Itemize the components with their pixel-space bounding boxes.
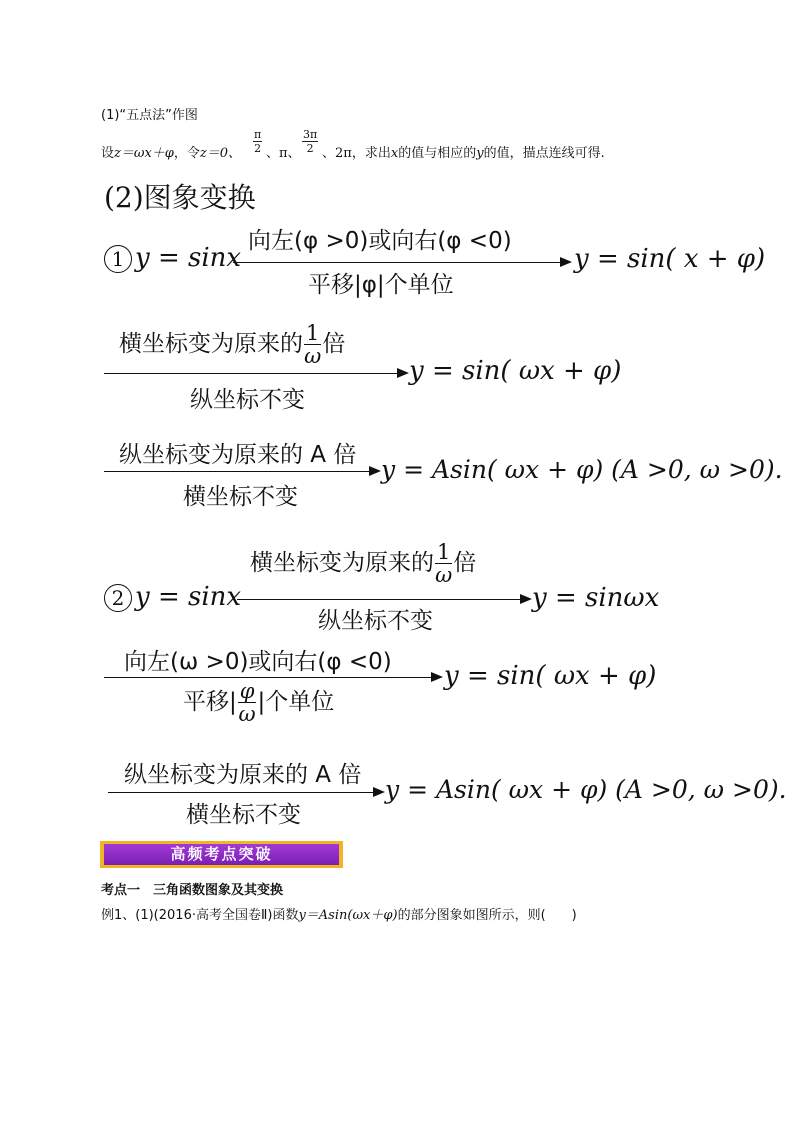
five-point-heading: (1)“五点法”作图 [101,108,198,123]
route1-step2-top [119,322,345,367]
route2-step2-bottom [183,680,334,725]
route1-start-text: y = sinx [135,243,242,273]
example-text-a: 例1、(1)(2016·高考全国卷Ⅱ)函数 [101,908,299,923]
fp-ling: ，令 [173,146,200,161]
route1-step2-frac-den: ω [304,344,322,368]
route1-result1: y = sin( x + φ) [574,244,766,274]
route2-step1-frac-den: ω [435,563,453,587]
fp-frac2-num: 3π [303,128,318,141]
route2-step1-bottom: 纵坐标不变 [318,608,433,634]
route2-step1-frac-num: 1 [437,540,451,564]
kaodian-title: 考点一 三角函数图象及其变换 [101,883,284,898]
banner-label: 高频考点突破 [104,844,339,865]
route1-result3: y = Asin( ωx + φ) (A >0, ω >0). [381,455,783,484]
route2-start [104,582,241,612]
route2-start-text: y = sinx [135,582,242,612]
fp-suffix-a: ，求出 [351,146,391,161]
fp-frac1-num: π [254,128,262,141]
route1-arrow2 [104,373,400,374]
route2-step1-top-b: 倍 [453,550,477,576]
route2-marker: 2 [104,584,132,612]
example-text-b: 的部分图象如图所示，则( ) [397,908,577,923]
route2-arrow2-head [431,672,443,682]
route1-arrow3-head [369,466,381,476]
route1-result2: y = sin( ωx + φ) [409,356,622,386]
route1-step2-frac [304,322,321,367]
route2-arrow3-head [373,787,385,797]
route2-result1: y = sinωx [532,583,660,613]
example-func: y＝Asin(ωx＋φ) [298,908,398,923]
fp-frac1 [253,128,262,155]
route2-step3-bottom: 横坐标不变 [186,802,301,828]
fp-x: x [390,146,399,161]
route2-step2-frac-den: ω [238,702,256,726]
route2-step2-bottom-b: |个单位 [257,689,335,715]
route1-step2-top-a: 横坐标变为原来的 [119,331,303,357]
route1-step3-bottom: 横坐标不变 [183,484,298,510]
five-point-line [101,142,241,161]
fp-tail [322,142,605,161]
route2-arrow3 [108,792,376,793]
fp-zeq: z＝0、 [199,146,242,161]
route1-step2-frac-num: 1 [306,321,320,345]
high-frequency-banner [100,841,343,868]
route2-step1-frac [435,541,452,586]
fp-y: y [476,146,484,161]
fp-two-pi: 、2π [322,146,352,161]
fp-zdef: z＝ωx＋φ [114,146,174,161]
fp-prefix: 设 [101,146,115,161]
route1-start [104,243,241,273]
route1-step1-top: 向左(φ >0)或向右(φ <0) [248,228,512,254]
route1-step2-bottom: 纵坐标不变 [190,387,305,413]
route2-step3-top: 纵坐标变为原来的 A 倍 [124,762,362,788]
route2-arrow1 [237,599,523,600]
route2-step2-frac [238,680,257,725]
route2-step2-top: 向左(ω >0)或向右(φ <0) [124,649,392,675]
section2-title: (2)图象变换 [104,181,256,214]
route1-arrow1 [233,262,563,263]
route1-arrow3 [104,471,372,472]
route1-arrow2-head [397,368,409,378]
route1-marker: 1 [104,245,132,273]
route2-step2-frac-num: φ [239,679,255,703]
fp-frac2-den: 2 [306,142,314,155]
fp-frac1-den: 2 [254,142,262,155]
fp-suffix-c: 的值，描点连线可得. [483,146,605,161]
route2-step1-top [250,541,476,586]
route2-step1-top-a: 横坐标变为原来的 [250,550,434,576]
fp-mid-pi: 、π、 [266,146,301,161]
route1-step3-top: 纵坐标变为原来的 A 倍 [119,442,357,468]
route1-step1-bottom: 平移|φ|个单位 [308,272,454,298]
route2-result3: y = Asin( ωx + φ) (A >0, ω >0). [385,775,787,804]
fp-frac2 [302,128,318,155]
route2-arrow1-head [520,594,532,604]
route1-arrow1-head [560,257,572,267]
fp-suffix-b: 的值与相应的 [398,146,477,161]
route1-step2-top-b: 倍 [322,331,346,357]
route2-arrow2 [104,677,434,678]
route2-step2-bottom-a: 平移| [183,689,237,715]
example-line [101,904,577,923]
route2-result2: y = sin( ωx + φ) [444,661,657,691]
